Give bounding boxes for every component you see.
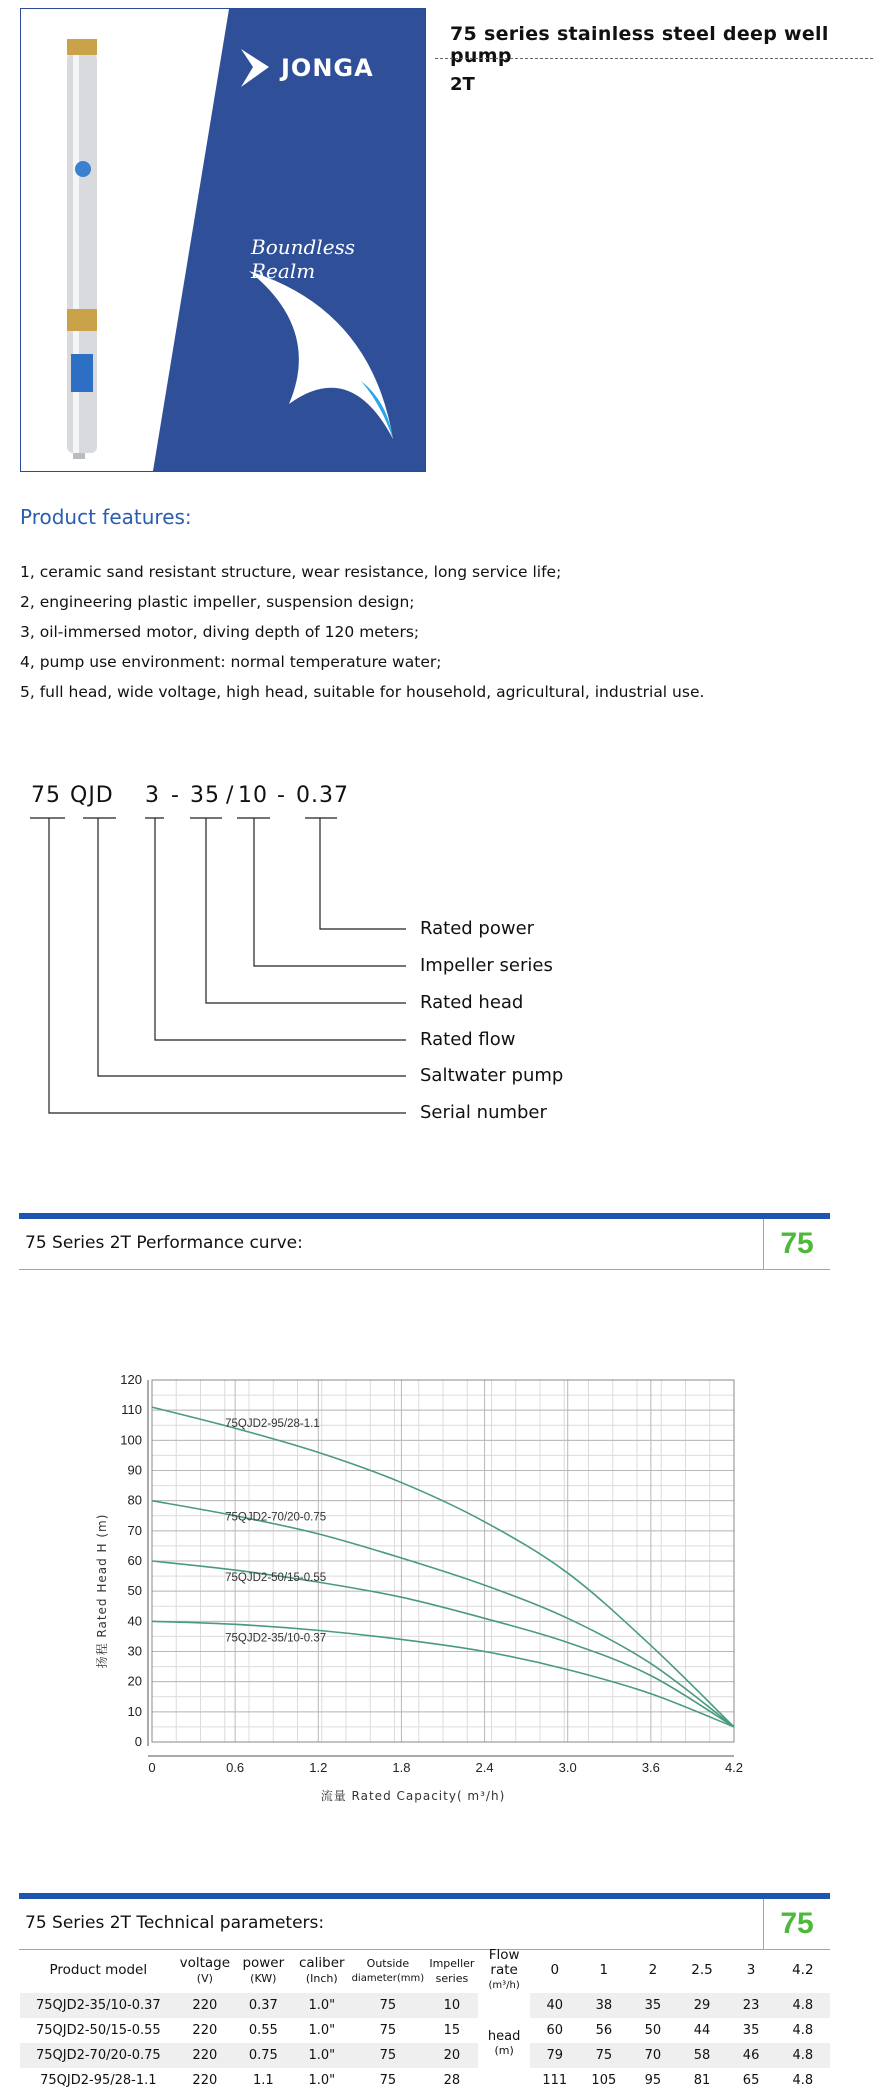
cell-head: 4.8 — [776, 2018, 830, 2043]
cell-head: 56 — [579, 2018, 628, 2043]
cell-power: 1.1 — [233, 2068, 294, 2093]
x-tick-label: 4.2 — [724, 1760, 744, 1775]
cell-head: 23 — [727, 1993, 776, 2018]
table-header-row — [20, 1948, 830, 1993]
cell-model: 75QJD2-50/15-0.55 — [20, 2018, 177, 2043]
x-tick-label: 3.0 — [558, 1760, 577, 1775]
cell-head: 111 — [530, 2068, 579, 2093]
features-heading: Product features: — [20, 505, 192, 529]
page-title: 75 series stainless steel deep well pump — [450, 23, 829, 67]
curve-section-bar — [19, 1213, 830, 1270]
code-slash: / — [226, 783, 235, 808]
y-tick-label: 20 — [127, 1673, 142, 1689]
cell-caliber: 1.0" — [294, 1993, 350, 2018]
label-saltwater-pump: Saltwater pump — [420, 1065, 564, 1086]
series-badge: 75 — [763, 1899, 830, 1949]
table-row — [20, 2043, 830, 2068]
x-tick-label: 1.2 — [309, 1760, 328, 1775]
code-head: 35 — [190, 783, 220, 808]
cell-outside: 75 — [350, 2043, 426, 2068]
cell-voltage: 220 — [177, 2068, 233, 2093]
cell-head: 4.8 — [776, 1993, 830, 2018]
code-dash: - — [277, 783, 286, 808]
cell-outside: 75 — [350, 2068, 426, 2093]
cell-head: 46 — [727, 2043, 776, 2068]
header-voltage: voltage (V) — [179, 1954, 231, 1985]
params-section-title: 75 Series 2T Technical parameters: — [25, 1913, 325, 1933]
series-label: 75QJD2-50/15-0.55 — [225, 1572, 327, 1584]
code-type: QJD — [70, 783, 114, 808]
head-unit: (m) — [494, 2044, 514, 2057]
cell-head: 105 — [579, 2068, 628, 2093]
cell-model: 75QJD2-95/28-1.1 — [20, 2068, 177, 2093]
y-tick-label: 40 — [127, 1613, 142, 1629]
y-tick-label: 80 — [127, 1492, 142, 1508]
x-tick-label: 1.8 — [392, 1760, 411, 1775]
header-flow-rate: Flow rate (m³/h) — [488, 1947, 520, 1991]
x-tick-label: 0 — [148, 1760, 156, 1775]
table-row — [20, 1993, 830, 2018]
cell-model: 75QJD2-35/10-0.37 — [20, 1993, 177, 2018]
header-flow-value: 1 — [599, 1962, 609, 1978]
model-subtitle: 2T — [450, 74, 475, 95]
cell-head: 79 — [530, 2043, 579, 2068]
cell-impeller: 20 — [426, 2043, 478, 2068]
cell-power: 0.55 — [233, 2018, 294, 2043]
header-outside-diameter: Outside diameter(mm) — [351, 1956, 425, 1984]
x-tick-label: 2.4 — [475, 1760, 494, 1775]
y-tick-label: 0 — [134, 1734, 142, 1749]
feature-item: 4, pump use environment: normal temperature water; — [20, 653, 442, 671]
brand-logo: JONGA — [281, 54, 374, 82]
params-section-bar — [19, 1893, 830, 1950]
cell-head: 70 — [628, 2043, 677, 2068]
cell-head: 60 — [530, 2018, 579, 2043]
table-row — [20, 2068, 830, 2093]
feature-item: 5, full head, wide voltage, high head, suitable for household, agricultural, industrial use. — [20, 683, 705, 701]
header-caliber: caliber (Inch) — [298, 1954, 345, 1985]
y-tick-label: 90 — [127, 1462, 142, 1478]
cell-head: 65 — [727, 2068, 776, 2093]
cell-caliber: 1.0" — [294, 2043, 350, 2068]
cell-head: 35 — [727, 2018, 776, 2043]
header-flow-value: 3 — [746, 1962, 756, 1978]
header-flow-value: 2 — [648, 1962, 658, 1978]
cell-head: 35 — [628, 1993, 677, 2018]
table-row — [20, 2018, 830, 2043]
feature-item: 1, ceramic sand resistant structure, wear resistance, long service life; — [20, 563, 562, 581]
cell-power: 0.37 — [233, 1993, 294, 2018]
y-tick-label: 120 — [120, 1372, 142, 1387]
y-tick-label: 110 — [121, 1402, 142, 1418]
cell-power: 0.75 — [233, 2043, 294, 2068]
cell-impeller: 28 — [426, 2068, 478, 2093]
cell-head: 50 — [628, 2018, 677, 2043]
cell-impeller: 15 — [426, 2018, 478, 2043]
header-flow-value: 4.2 — [792, 1962, 814, 1978]
label-rated-head: Rated head — [420, 992, 524, 1013]
x-tick-label: 0.6 — [226, 1760, 245, 1775]
cell-head: 95 — [628, 2068, 677, 2093]
cell-outside: 75 — [350, 1993, 426, 2018]
head-label-cell — [478, 1993, 530, 2093]
cell-head: 4.8 — [776, 2043, 830, 2068]
cell-outside: 75 — [350, 2018, 426, 2043]
series-badge: 75 — [763, 1219, 830, 1269]
cell-head: 44 — [677, 2018, 726, 2043]
curve-section-title: 75 Series 2T Performance curve: — [25, 1233, 303, 1253]
feature-item: 3, oil-immersed motor, diving depth of 120 meters; — [20, 623, 420, 641]
cell-head: 40 — [530, 1993, 579, 2018]
head-label: head — [487, 2029, 521, 2044]
cell-voltage: 220 — [177, 1993, 233, 2018]
brand-tagline: Boundless Realm — [251, 235, 356, 283]
cell-caliber: 1.0" — [294, 2018, 350, 2043]
y-axis-title: 扬程 Rated Head H (m) — [95, 1513, 109, 1669]
header-power: power (KW) — [242, 1954, 285, 1985]
cell-head: 81 — [677, 2068, 726, 2093]
cell-impeller: 10 — [426, 1993, 478, 2018]
x-tick-label: 3.6 — [641, 1760, 660, 1775]
cell-voltage: 220 — [177, 2043, 233, 2068]
y-tick-label: 30 — [127, 1643, 142, 1659]
x-axis-title: 流量 Rated Capacity( m³/h) — [320, 1789, 506, 1803]
label-rated-flow: Rated flow — [420, 1029, 516, 1050]
cell-voltage: 220 — [177, 2018, 233, 2043]
cell-head: 29 — [677, 1993, 726, 2018]
header-impeller: Impeller series — [429, 1956, 475, 1985]
series-label: 75QJD2-70/20-0.75 — [225, 1511, 327, 1524]
performance-chart — [90, 1365, 770, 1805]
code-flow: 3 — [145, 783, 160, 808]
y-tick-label: 60 — [127, 1553, 142, 1568]
y-tick-label: 70 — [127, 1522, 142, 1538]
cell-head: 58 — [677, 2043, 726, 2068]
series-label: 75QJD2-95/28-1.1 — [225, 1418, 320, 1431]
label-impeller-series: Impeller series — [420, 955, 553, 976]
feature-item: 2, engineering plastic impeller, suspension design; — [20, 593, 415, 611]
parameters-table — [20, 1948, 830, 2093]
cell-caliber: 1.0" — [294, 2068, 350, 2093]
series-label: 75QJD2-35/10-0.37 — [225, 1632, 327, 1645]
header-model: Product model — [49, 1962, 148, 1978]
cell-head: 4.8 — [776, 2068, 830, 2093]
cell-model: 75QJD2-70/20-0.75 — [20, 2043, 177, 2068]
label-rated-power: Rated power — [420, 918, 535, 939]
y-tick-label: 100 — [120, 1432, 142, 1448]
header-flow-value: 0 — [550, 1962, 560, 1978]
cell-head: 75 — [579, 2043, 628, 2068]
code-serial: 75 — [31, 783, 61, 808]
y-tick-label: 10 — [127, 1703, 142, 1719]
y-tick-label: 50 — [127, 1583, 142, 1599]
label-serial-number: Serial number — [420, 1102, 547, 1123]
cell-head: 38 — [579, 1993, 628, 2018]
header-flow-value: 2.5 — [691, 1962, 713, 1978]
code-impeller: 10 — [238, 783, 268, 808]
code-power: 0.37 — [296, 783, 349, 808]
code-dash: - — [171, 783, 180, 808]
